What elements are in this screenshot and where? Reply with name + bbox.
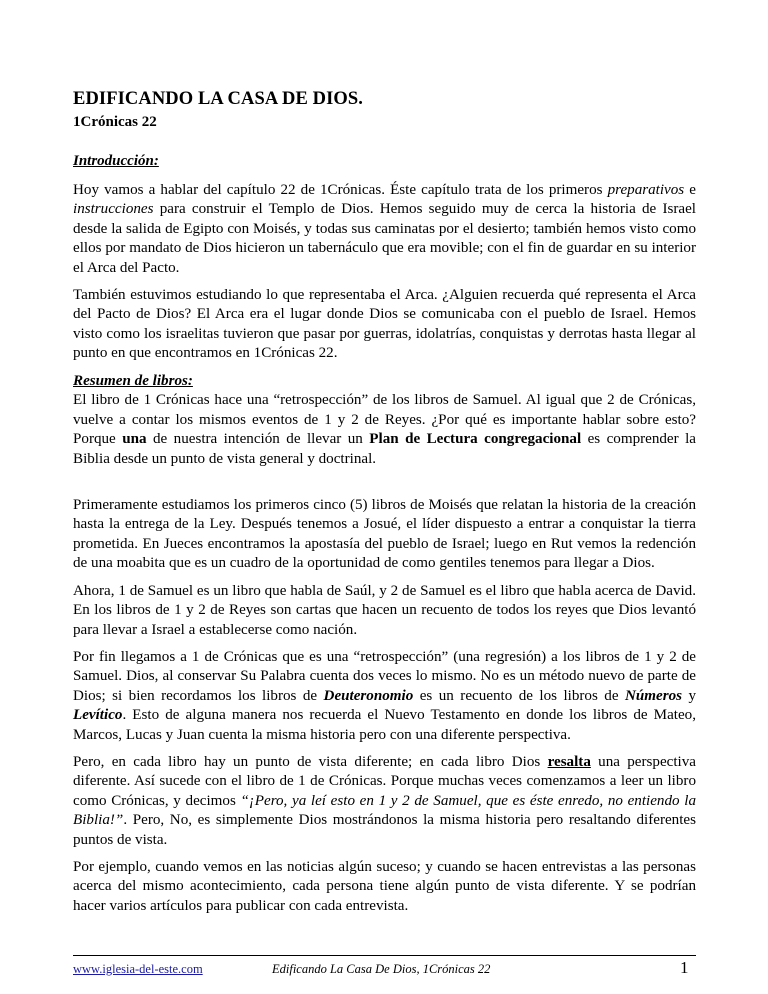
- text-run: . Pero, No, es simplemente Dios mostrándonos la misma historia pero resaltando diferentes puntos de vista.: [73, 812, 696, 848]
- emphasis-instrucciones: instrucciones: [73, 201, 154, 218]
- text-run: Por fin llegamos a 1 de Crónicas que es una “retrospección” (una regresión) a los libros de 1 y 2 de Samuel. Dios, al conservar Su Palabra cuenta dos veces lo mismo. No es un método nuevo de parte de Dios; si bien recordamos los libros de: [73, 649, 696, 704]
- text-run: El libro de 1 Crónicas hace una “retrospección” de los libros de Samuel. Al igual que 2 de Crónicas, vuelve a contar los mismos eventos de 1 y 2 de Reyes. ¿Por qué es importante hablar sobre esto? Porque: [73, 392, 696, 448]
- text-run: de nuestra intención de llevar un: [146, 431, 370, 448]
- paragraph-3: [73, 391, 696, 469]
- document-subtitle: 1Crónicas 22: [73, 114, 157, 130]
- paragraph-2: También estuvimos estudiando lo que representaba el Arca. ¿Alguien recuerda qué representa el Arca del Pacto de Dios? El Arca era el lugar donde Dios se comunicaba con el pueblo de Israel. Hemos visto como los israelitas tuvieron que pasar por guerras, idolatrías, conquistas y derrotas hasta llegar al punto en que encontramos en 1Crónicas 22.: [73, 287, 696, 362]
- text-run: . Esto de alguna manera nos recuerda el Nuevo Testamento en donde los libros de Mateo, Marcos, Lucas y Juan cuenta la misma historia pero con una diferente perspectiva.: [73, 707, 696, 743]
- paragraph-4: Primeramente estudiamos los primeros cinco (5) libros de Moisés que relatan la historia de la creación hasta la entrega de la Ley. Después tenemos a Josué, el líder dispuesto a entrar a conquistar la tierra prometida. En Jueces encontramos la apostasía del pueblo de Israel; luego en Rut vemos la redención de una moabita que es un cuadro de la oportunidad de como gentiles tenemos para llegar a Dios.: [73, 497, 696, 572]
- paragraph-8: Por ejemplo, cuando vemos en las noticias algún suceso; y cuando se hacen entrevistas a las personas acerca del mismo acontecimiento, cada persona tiene algún punto de vista diferente. Y se podrían hacer varios artículos para publicar con cada entrevista.: [73, 859, 696, 914]
- footer-divider: [73, 955, 696, 956]
- bold-una: una: [122, 431, 147, 448]
- page-number: 1: [680, 958, 689, 977]
- italic-quote: “¡Pero, ya leí esto en 1 y 2 de Samuel, que es éste enredo, no entiendo la Biblia!”: [73, 792, 696, 829]
- bold-numeros: Números: [624, 687, 682, 704]
- text-run: e: [684, 182, 696, 198]
- bold-resalta: resalta: [547, 754, 591, 770]
- resumen-heading: Resumen de libros:: [73, 373, 193, 389]
- text-run: Pero, en cada libro hay un punto de vista diferente; en cada libro Dios: [73, 754, 548, 770]
- paragraph-5: Ahora, 1 de Samuel es un libro que habla de Saúl, y 2 de Samuel es el libro que habla acerca de David. En los libros de 1 y 2 de Reyes son cartas que hacen un recuento de todos los reyes que Dios levantó para llevar a Israel a establecerse como nación.: [73, 583, 696, 638]
- text-run: Hoy vamos a hablar del capítulo 22 de 1Crónicas. Éste capítulo trata de los primeros: [73, 182, 608, 198]
- text-run: es un recuento de los libros de: [413, 687, 625, 704]
- text-run: para construir el Templo de Dios. Hemos seguido muy de cerca la historia de Israel desde la salida de Egipto con Moisés, y todas sus caminatas por el desierto; también hemos visto como ellos por mandato de Dios hicieron un tabernáculo que era movible; con el fin de guardar en su interior el Arca del Pacto.: [73, 201, 696, 276]
- bold-plan-lectura: Plan de Lectura congregacional: [369, 431, 582, 448]
- text-run: es comprender la Biblia desde un punto de vista general y doctrinal.: [73, 431, 696, 467]
- resumen-section: [73, 372, 696, 469]
- paragraph-1: [73, 181, 696, 278]
- intro-heading: Introducción:: [73, 153, 159, 169]
- footer-website-link[interactable]: www.iglesia-del-este.com: [73, 962, 203, 976]
- text-run: una perspectiva diferente. Así sucede con el libro de 1 de Crónicas. Porque muchas veces comenzamos a leer un libro como Crónicas, y decimos: [73, 754, 696, 809]
- bold-levitico: Levítico: [73, 707, 123, 724]
- document-title: EDIFICANDO LA CASA DE DIOS.: [73, 89, 364, 109]
- text-run: y: [682, 687, 696, 704]
- paragraph-7: [73, 753, 696, 850]
- footer-title: Edificando La Casa De Dios, 1Crónicas 22: [272, 962, 491, 976]
- bold-deuteronomio: Deuteronomio: [323, 687, 414, 704]
- emphasis-preparativos: preparativos: [607, 182, 685, 198]
- paragraph-6: [73, 648, 696, 745]
